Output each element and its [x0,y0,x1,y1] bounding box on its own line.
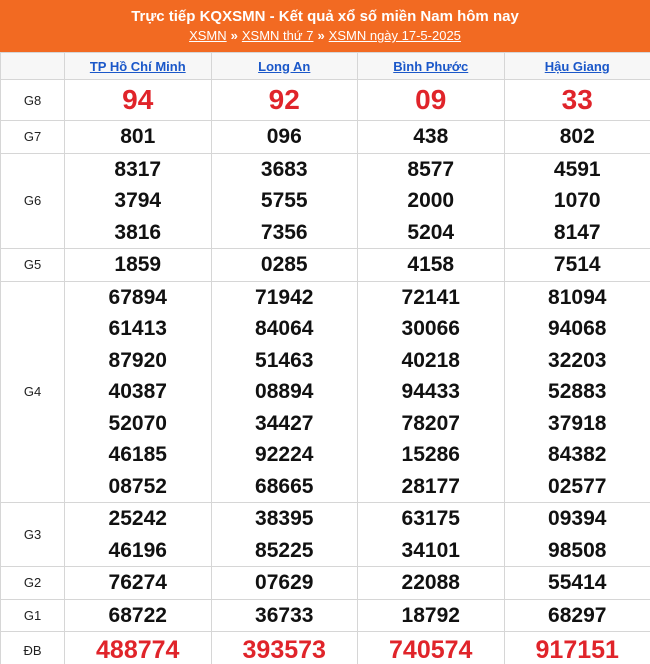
result-number: 67894 [108,285,167,309]
result-cell [504,632,650,664]
result-number: 87920 [108,348,167,372]
result-number: 1070 [553,189,601,212]
province-link-long-an[interactable]: Long An [258,58,311,74]
breadcrumb-separator: » [317,28,325,43]
result-number: 09 [415,84,447,115]
result-number: 4158 [407,253,455,276]
result-number: 4591 [553,157,601,181]
prize-label: G6 [1,153,65,249]
result-number: 55414 [548,571,607,594]
result-cell [504,153,650,249]
breadcrumb-xsmn-thu7-link[interactable]: XSMN thứ 7 [241,28,314,43]
result-cell [211,153,358,249]
province-link-hau-giang[interactable]: Hậu Giang [544,58,610,74]
result-number: 096 [266,125,302,148]
result-number: 92224 [255,443,314,466]
result-number: 72141 [401,285,460,309]
result-number: 07629 [255,571,314,594]
result-number: 52070 [108,411,167,435]
result-number: 98508 [548,538,607,562]
result-cell [65,80,212,121]
result-number: 801 [120,125,156,148]
result-cell [504,249,650,282]
result-number: 802 [559,125,595,148]
result-number: 68665 [255,474,314,498]
result-cell [211,249,358,282]
result-cell [211,599,358,632]
prize-row-g4 [1,281,650,503]
result-cell [65,121,212,154]
results-table [0,52,650,664]
result-number: 22088 [401,571,460,594]
breadcrumb-xsmn-date-link[interactable]: XSMN ngày 17-5-2025 [328,28,461,43]
result-number: 28177 [401,474,460,498]
result-cell [504,281,650,503]
result-number: 30066 [401,317,460,340]
result-cell [65,632,212,664]
result-cell [65,281,212,503]
result-number: 85225 [255,538,314,562]
result-number: 917151 [535,636,619,664]
result-number: 32203 [548,348,607,372]
result-number: 08894 [255,380,314,403]
result-number: 94068 [548,317,607,340]
prize-row-g2 [1,567,650,600]
result-cell [504,121,650,154]
result-number: 94433 [401,380,460,403]
result-cell [358,249,505,282]
prize-label: G7 [1,121,65,154]
result-number: 393573 [242,636,326,664]
result-number: 7356 [260,220,308,244]
result-number: 68297 [548,603,607,627]
result-number: 3794 [114,189,162,212]
result-cell [211,632,358,664]
prize-label: G3 [1,503,65,567]
result-number: 40387 [108,380,167,403]
result-number: 71942 [255,285,314,309]
prize-label: G4 [1,281,65,503]
result-number: 81094 [548,285,607,309]
result-number: 36733 [255,603,314,627]
result-number: 34101 [401,538,460,562]
result-cell [358,567,505,600]
prize-label: G5 [1,249,65,282]
result-number: 438 [413,125,449,148]
result-cell [504,599,650,632]
result-number: 37918 [548,411,607,435]
result-number: 40218 [401,348,460,372]
result-number: 52883 [548,380,607,403]
prize-row-g5 [1,249,650,282]
page-header [0,0,650,52]
result-cell [358,80,505,121]
result-cell [65,567,212,600]
result-number: 25242 [108,507,167,530]
result-number: 92 [268,84,300,115]
result-number: 33 [561,84,593,115]
prize-label: G2 [1,567,65,600]
result-number: 76274 [108,571,167,594]
result-number: 0285 [260,253,308,276]
result-number: 84382 [548,443,607,466]
result-number: 68722 [108,603,167,627]
result-number: 84064 [255,317,314,340]
result-number: 3816 [114,220,162,244]
result-number: 740574 [389,636,473,664]
result-cell [504,567,650,600]
prize-label: G8 [1,80,65,121]
result-number: 94 [122,84,154,115]
breadcrumb-xsmn-link[interactable]: XSMN [189,28,227,43]
result-cell [358,121,505,154]
result-number: 1859 [114,253,162,276]
result-cell [65,153,212,249]
result-cell [504,80,650,121]
result-cell [358,281,505,503]
result-cell [211,567,358,600]
result-number: 8317 [114,157,162,181]
result-number: 78207 [401,411,460,435]
result-number: 3683 [260,157,308,181]
result-number: 5755 [260,189,308,212]
result-number: 46196 [108,538,167,562]
result-number: 18792 [401,603,460,627]
result-cell [358,503,505,567]
prize-row-db [1,632,650,664]
result-number: 2000 [407,189,455,212]
result-number: 34427 [255,411,314,435]
result-number: 63175 [401,507,460,530]
result-number: 15286 [401,443,460,466]
prize-column-header [1,53,65,80]
province-header-row [1,53,650,80]
breadcrumb-separator: » [230,28,238,43]
result-number: 8147 [553,220,601,244]
province-link-hcm[interactable]: TP Hồ Chí Minh [89,58,186,74]
result-cell [358,153,505,249]
result-number: 51463 [255,348,314,372]
result-cell [65,599,212,632]
prize-label: G1 [1,599,65,632]
result-number: 38395 [255,507,314,530]
result-cell [65,249,212,282]
result-number: 8577 [407,157,455,181]
result-cell [211,503,358,567]
prize-row-g8 [1,80,650,121]
prize-row-g3 [1,503,650,567]
result-number: 02577 [548,474,607,498]
result-number: 09394 [548,507,607,530]
prize-row-g7 [1,121,650,154]
result-cell [211,281,358,503]
result-number: 7514 [553,253,601,276]
result-cell [65,503,212,567]
results-body [1,80,650,664]
prize-row-g6 [1,153,650,249]
result-cell [211,80,358,121]
result-cell [211,121,358,154]
province-link-binh-phuoc[interactable]: Bình Phước [393,58,469,74]
result-number: 08752 [108,474,167,498]
breadcrumb [0,27,650,45]
page-title: Trực tiếp KQXSMN - Kết quả xổ số miền Nam hôm nay [131,8,519,25]
result-number: 61413 [108,317,167,340]
result-cell [504,503,650,567]
result-number: 488774 [96,636,180,664]
result-number: 46185 [108,443,167,466]
prize-row-g1 [1,599,650,632]
prize-label: ĐB [1,632,65,664]
result-number: 5204 [407,220,455,244]
result-cell [358,632,505,664]
result-cell [358,599,505,632]
